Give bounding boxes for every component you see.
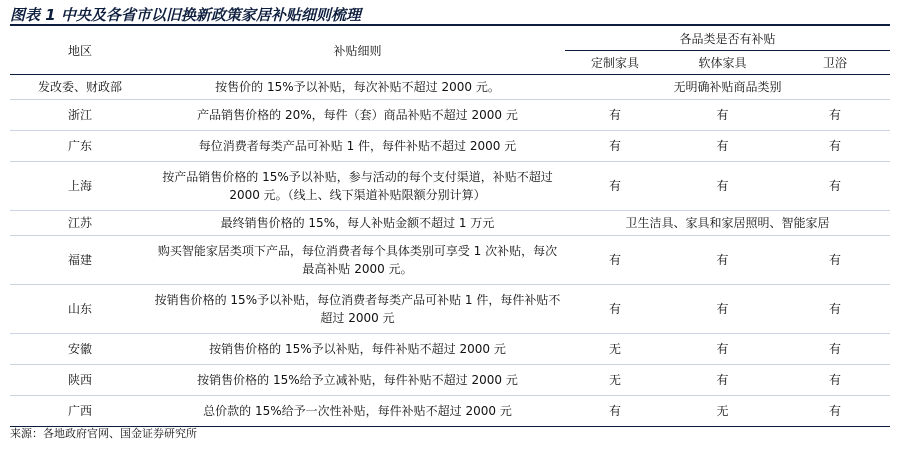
custom-furniture-cell: 有	[565, 285, 665, 334]
custom-furniture-cell: 有	[565, 100, 665, 131]
subsidy-table	[10, 27, 890, 427]
custom-furniture-cell: 有	[565, 236, 665, 285]
region-cell: 上海	[10, 162, 150, 211]
table-row	[10, 211, 890, 236]
detail-cell: 购买智能家居类项下产品，每位消费者每个具体类别可享受 1 次补贴，每次最高补贴 2000 元。	[150, 236, 565, 285]
custom-furniture-cell: 无	[565, 365, 665, 396]
table-row	[10, 285, 890, 334]
category-merged-cell: 卫生洁具、家具和家居照明、智能家居	[565, 211, 890, 236]
detail-cell: 按销售价格的 15%给予立减补贴，每件补贴不超过 2000 元	[150, 365, 565, 396]
table-row	[10, 236, 890, 285]
custom-furniture-cell: 无	[565, 334, 665, 365]
header-region: 地区	[10, 27, 150, 75]
header-category-group: 各品类是否有补贴	[565, 27, 890, 51]
soft-furniture-cell: 有	[665, 131, 780, 162]
detail-cell: 每位消费者每类产品可补贴 1 件，每件补贴不超过 2000 元	[150, 131, 565, 162]
soft-furniture-cell: 有	[665, 100, 780, 131]
table-row	[10, 75, 890, 100]
soft-furniture-cell: 有	[665, 162, 780, 211]
source-note: 来源：各地政府官网、国金证券研究所	[10, 427, 197, 440]
detail-cell: 产品销售价格的 20%，每件（套）商品补贴不超过 2000 元	[150, 100, 565, 131]
region-cell: 广东	[10, 131, 150, 162]
detail-cell: 按销售价格的 15%予以补贴，每件补贴不超过 2000 元	[150, 334, 565, 365]
region-cell: 安徽	[10, 334, 150, 365]
soft-furniture-cell: 有	[665, 334, 780, 365]
table-row	[10, 131, 890, 162]
detail-cell: 总价款的 15%给予一次性补贴，每件补贴不超过 2000 元	[150, 396, 565, 427]
soft-furniture-cell: 有	[665, 365, 780, 396]
soft-furniture-cell: 无	[665, 396, 780, 427]
header-custom-furniture: 定制家具	[565, 51, 665, 75]
region-cell: 山东	[10, 285, 150, 334]
table-row	[10, 162, 890, 211]
region-cell: 浙江	[10, 100, 150, 131]
header-row-top	[10, 27, 890, 51]
bathroom-cell: 有	[780, 236, 890, 285]
region-cell: 发改委、财政部	[10, 75, 150, 100]
detail-cell: 按售价的 15%予以补贴，每次补贴不超过 2000 元。	[150, 75, 565, 100]
bathroom-cell: 有	[780, 396, 890, 427]
bathroom-cell: 有	[780, 100, 890, 131]
header-detail: 补贴细则	[150, 27, 565, 75]
table-row	[10, 100, 890, 131]
table-row	[10, 365, 890, 396]
bathroom-cell: 有	[780, 162, 890, 211]
detail-cell: 按产品销售价格的 15%予以补贴，参与活动的每个支付渠道，补贴不超过 2000 元。（线上、线下渠道补贴限额分别计算）	[150, 162, 565, 211]
bathroom-cell: 有	[780, 131, 890, 162]
bathroom-cell: 有	[780, 285, 890, 334]
table-row	[10, 334, 890, 365]
header-soft-furniture: 软体家具	[665, 51, 780, 75]
bathroom-cell: 有	[780, 334, 890, 365]
category-merged-cell: 无明确补贴商品类别	[565, 75, 890, 100]
header-bathroom: 卫浴	[780, 51, 890, 75]
region-cell: 福建	[10, 236, 150, 285]
detail-cell: 按销售价格的 15%予以补贴，每位消费者每类产品可补贴 1 件，每件补贴不超过 2000 元	[150, 285, 565, 334]
custom-furniture-cell: 有	[565, 131, 665, 162]
region-cell: 江苏	[10, 211, 150, 236]
custom-furniture-cell: 有	[565, 162, 665, 211]
custom-furniture-cell: 有	[565, 396, 665, 427]
title-divider	[10, 24, 890, 26]
region-cell: 广西	[10, 396, 150, 427]
bathroom-cell: 有	[780, 365, 890, 396]
page-title: 图表 1 中央及各省市以旧换新政策家居补贴细则梳理	[10, 6, 361, 24]
soft-furniture-cell: 有	[665, 236, 780, 285]
region-cell: 陕西	[10, 365, 150, 396]
detail-cell: 最终销售价格的 15%，每人补贴金额不超过 1 万元	[150, 211, 565, 236]
table-row	[10, 396, 890, 427]
soft-furniture-cell: 有	[665, 285, 780, 334]
